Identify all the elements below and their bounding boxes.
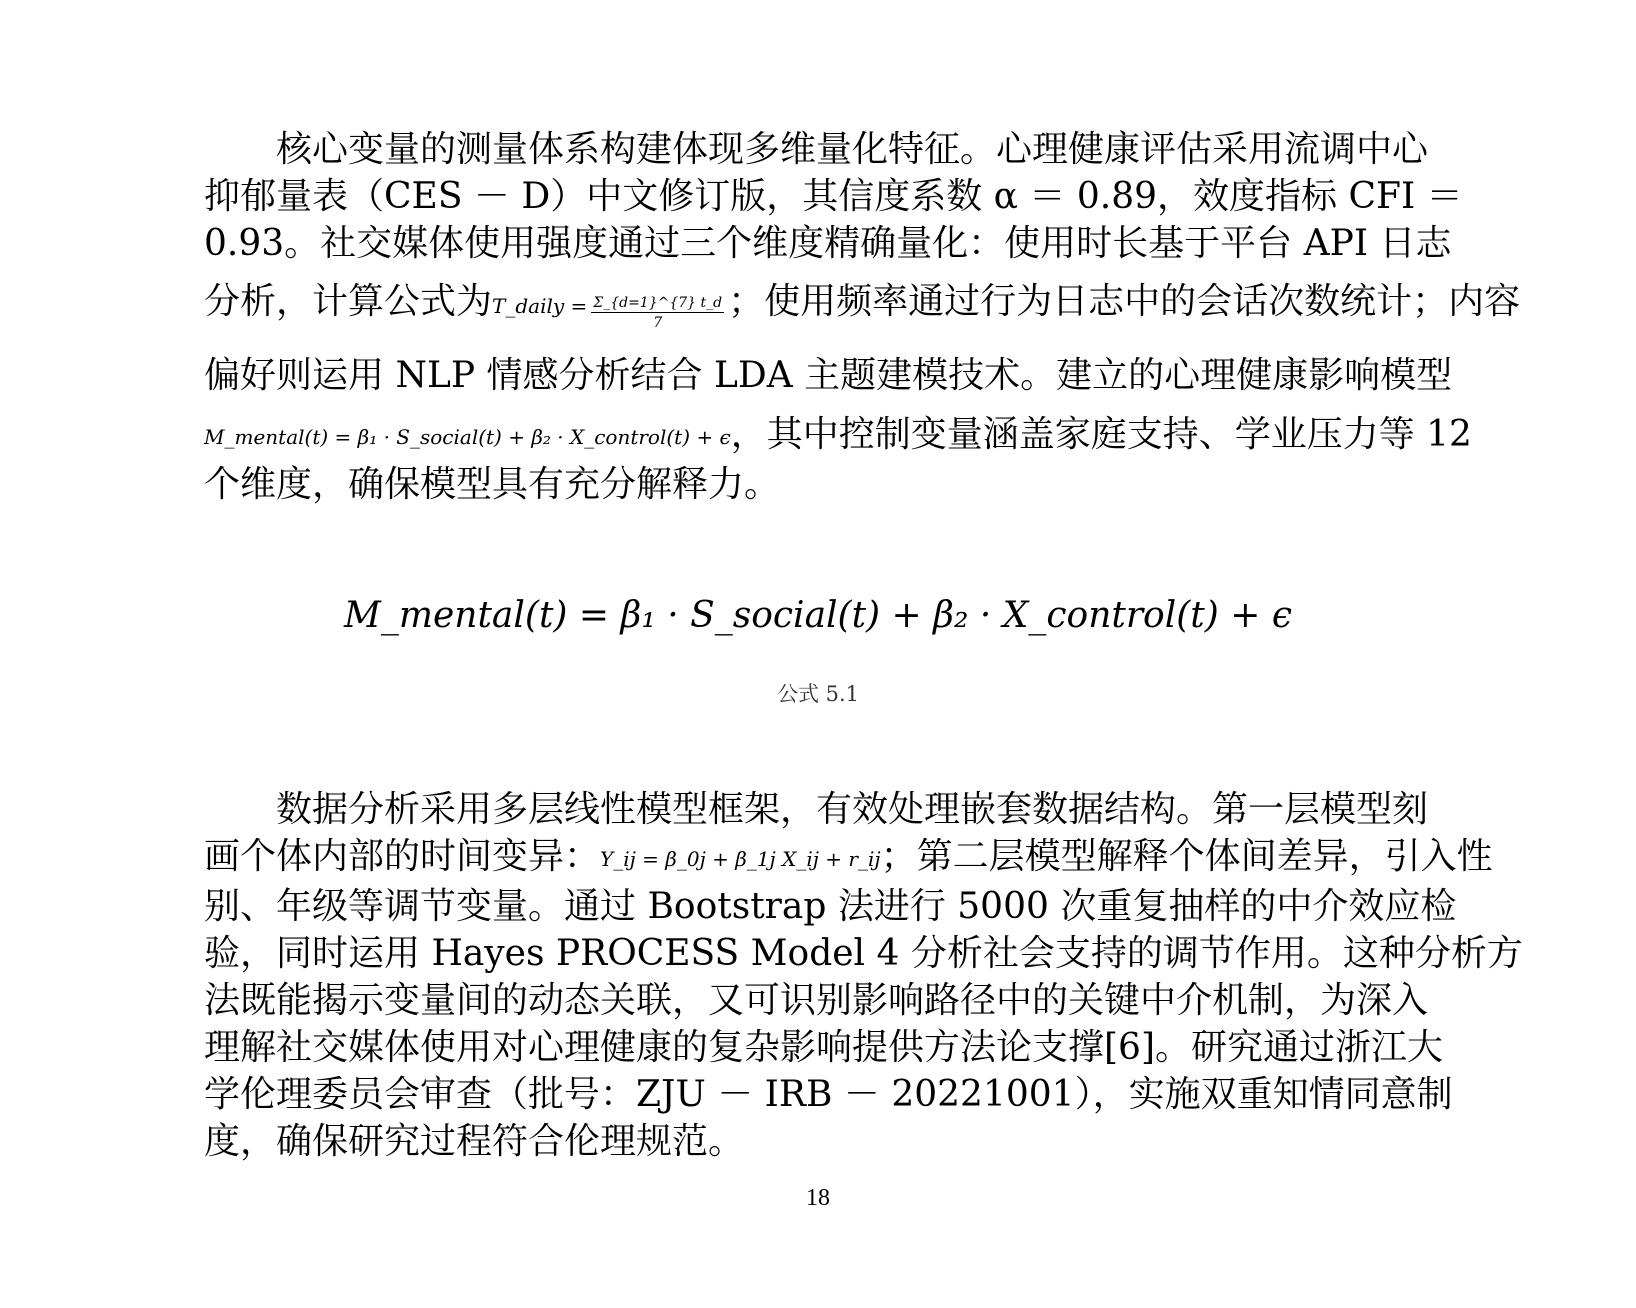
text-segment: ；第二层模型解释个体间差异，引入性 <box>880 836 1493 877</box>
text-line: 数据分析采用多层线性模型框架，有效处理嵌套数据结构。第一层模型刻 <box>276 789 1429 830</box>
inline-formula-model: M_mental(t) = β₁ · S_social(t) + β₂ · X_control(t) + ϵ <box>204 425 731 449</box>
display-equation: M_mental(t) = β₁ · S_social(t) + β₂ · X_control(t) + ϵ <box>343 595 1293 636</box>
paragraph-analysis <box>204 786 1523 1165</box>
text-line <box>204 833 1493 883</box>
text-segment: ；使用频率通过行为日志中的会话次数统计；内容 <box>728 281 1521 322</box>
text-line <box>204 411 1472 461</box>
text-line: 抑郁量表（CES － D）中文修订版，其信度系数 α ＝ 0.89，效度指标 CFI ＝ <box>204 176 1463 217</box>
text-line: 法既能揭示变量间的动态关联，又可识别影响路径中的关键中介机制，为深入 <box>204 980 1429 1021</box>
text-line: 学伦理委员会审查（批号：ZJU － IRB － 20221001），实施双重知情同意制 <box>204 1074 1453 1115</box>
fraction-numerator: Σ_{d=1}^{7} t_d <box>593 295 723 311</box>
text-segment: ，其中控制变量涵盖家庭支持、学业压力等 12 <box>730 414 1472 455</box>
text-segment: 画个体内部的时间变异： <box>204 836 601 877</box>
equation-caption: 公式 5.1 <box>776 682 860 706</box>
text-line: 理解社交媒体使用对心理健康的复杂影响提供方法论支撑[6]。研究通过浙江大 <box>204 1027 1443 1068</box>
paragraph-measurement <box>204 126 1521 508</box>
text-line: 验，同时运用 Hayes PROCESS Model 4 分析社会支持的调节作用。这种分析方 <box>204 933 1523 974</box>
text-line: 核心变量的测量体系构建体现多维量化特征。心理健康评估采用流调中心 <box>276 129 1429 170</box>
text-line: 偏好则运用 NLP 情感分析结合 LDA 主题建模技术。建立的心理健康影响模型 <box>204 355 1453 396</box>
inline-formula-fraction <box>591 295 724 331</box>
text-segment: 分析，计算公式为 <box>204 281 493 322</box>
text-line <box>204 267 1521 341</box>
text-line: 度，确保研究过程符合伦理规范。 <box>204 1121 745 1162</box>
fraction-denominator: 7 <box>653 315 663 331</box>
page-number: 18 <box>806 1185 830 1211</box>
text-line: 个维度，确保模型具有充分解释力。 <box>204 464 781 505</box>
inline-formula-daily-lhs: T_daily = <box>492 294 588 318</box>
text-line: 别、年级等调节变量。通过 Bootstrap 法进行 5000 次重复抽样的中介效应检 <box>204 886 1457 927</box>
inline-formula-level1: Y_ij = β_0j + β_1j X_ij + r_ij <box>600 847 881 871</box>
text-line: 0.93。社交媒体使用强度通过三个维度精确量化：使用时长基于平台 API 日志 <box>204 223 1452 264</box>
